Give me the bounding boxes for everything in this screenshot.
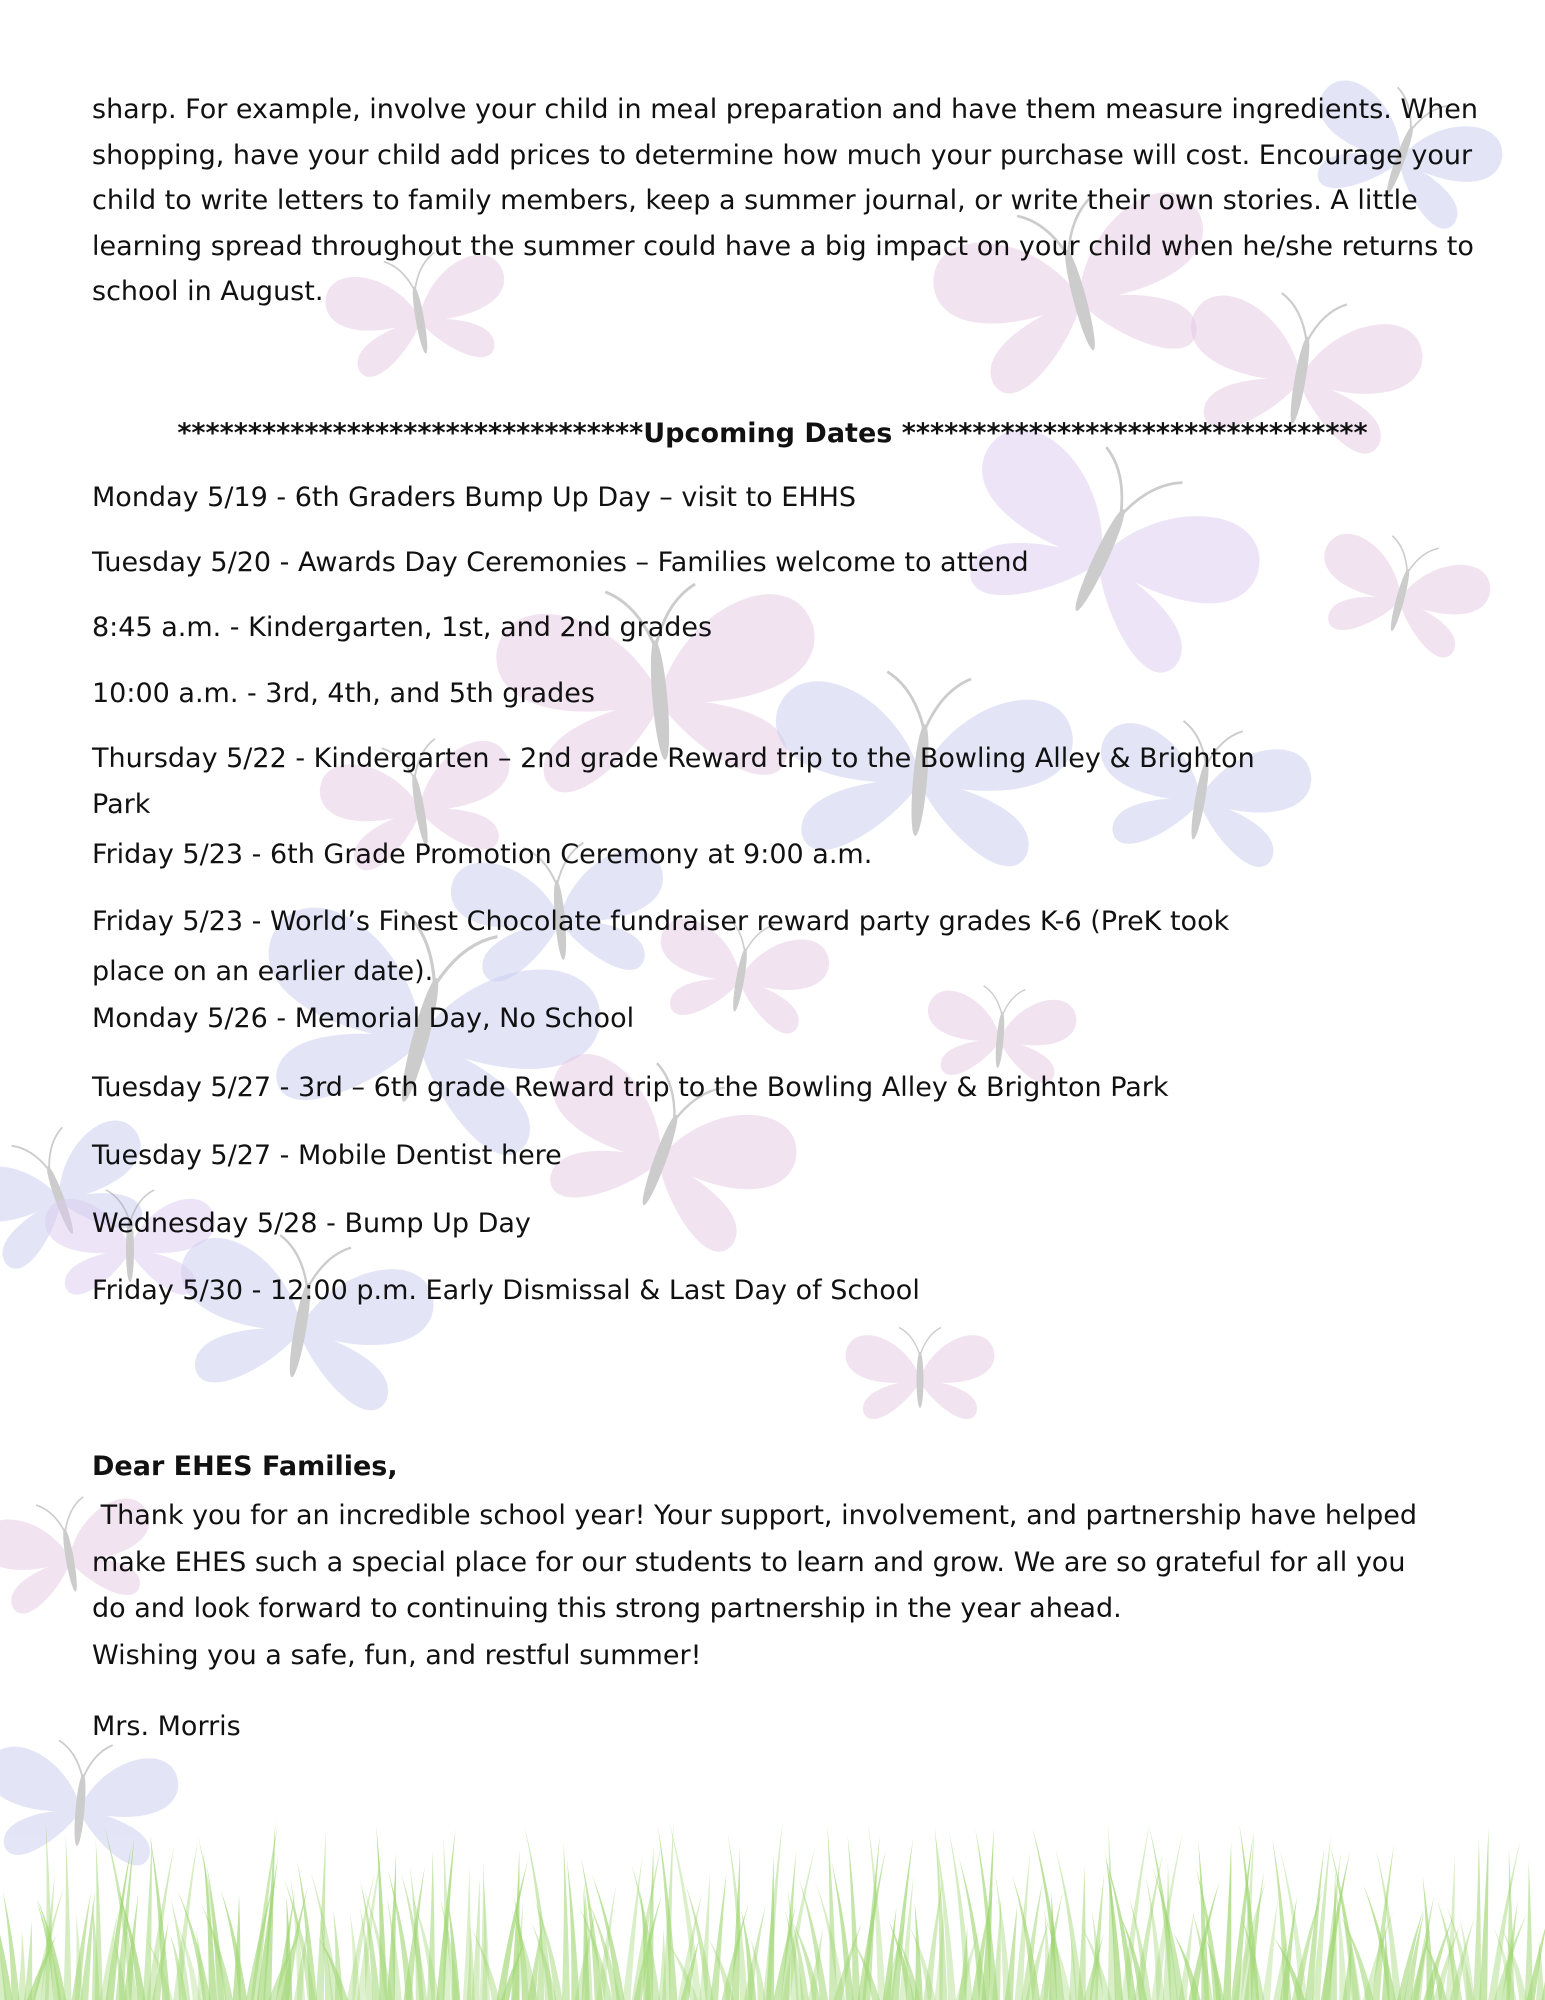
date-item: Tuesday 5/27 - Mobile Dentist here bbox=[92, 1140, 562, 1171]
date-item: 10:00 a.m. - 3rd, 4th, and 5th grades bbox=[92, 678, 595, 709]
intro-line: child to write letters to family members, keep a summer journal, or write their own stories. A little bbox=[92, 185, 1418, 216]
intro-line: learning spread throughout the summer could have a big impact on your child when he/she returns to bbox=[92, 231, 1474, 262]
letter-line: Thank you for an incredible school year! Your support, involvement, and partnership have helped bbox=[92, 1500, 1417, 1531]
date-item: Friday 5/30 - 12:00 p.m. Early Dismissal & Last Day of School bbox=[92, 1275, 920, 1306]
date-item: Park bbox=[92, 789, 151, 820]
letter-line: make EHES such a special place for our students to learn and grow. We are so grateful for all you bbox=[92, 1547, 1406, 1578]
date-item: Thursday 5/22 - Kindergarten – 2nd grade Reward trip to the Bowling Alley & Brighton bbox=[92, 743, 1255, 774]
date-item: Tuesday 5/27 - 3rd – 6th grade Reward trip to the Bowling Alley & Brighton Park bbox=[92, 1072, 1169, 1103]
date-item: Monday 5/26 - Memorial Day, No School bbox=[92, 1003, 635, 1034]
letter-signature: Mrs. Morris bbox=[92, 1711, 241, 1742]
date-item: Tuesday 5/20 - Awards Day Ceremonies – Families welcome to attend bbox=[92, 547, 1029, 578]
intro-line: school in August. bbox=[92, 276, 324, 307]
upcoming-dates-heading: *********************************Upcoming Dates ********************************* bbox=[177, 418, 1368, 449]
date-item: Monday 5/19 - 6th Graders Bump Up Day – visit to EHHS bbox=[92, 482, 857, 513]
date-item: Wednesday 5/28 - Bump Up Day bbox=[92, 1208, 531, 1239]
letter-line: Wishing you a safe, fun, and restful summer! bbox=[92, 1640, 702, 1671]
letter-line: do and look forward to continuing this strong partnership in the year ahead. bbox=[92, 1593, 1122, 1624]
intro-line: sharp. For example, involve your child in meal preparation and have them measure ingredients. When bbox=[92, 94, 1478, 125]
date-item: Friday 5/23 - 6th Grade Promotion Ceremony at 9:00 a.m. bbox=[92, 839, 873, 870]
intro-line: shopping, have your child add prices to determine how much your purchase will cost. Encourage your bbox=[92, 140, 1473, 171]
date-item: place on an earlier date). bbox=[92, 956, 434, 987]
date-item: 8:45 a.m. - Kindergarten, 1st, and 2nd grades bbox=[92, 612, 713, 643]
date-item: Friday 5/23 - World’s Finest Chocolate fundraiser reward party grades K-6 (PreK took bbox=[92, 906, 1230, 937]
letter-greeting: Dear EHES Families, bbox=[92, 1451, 398, 1482]
